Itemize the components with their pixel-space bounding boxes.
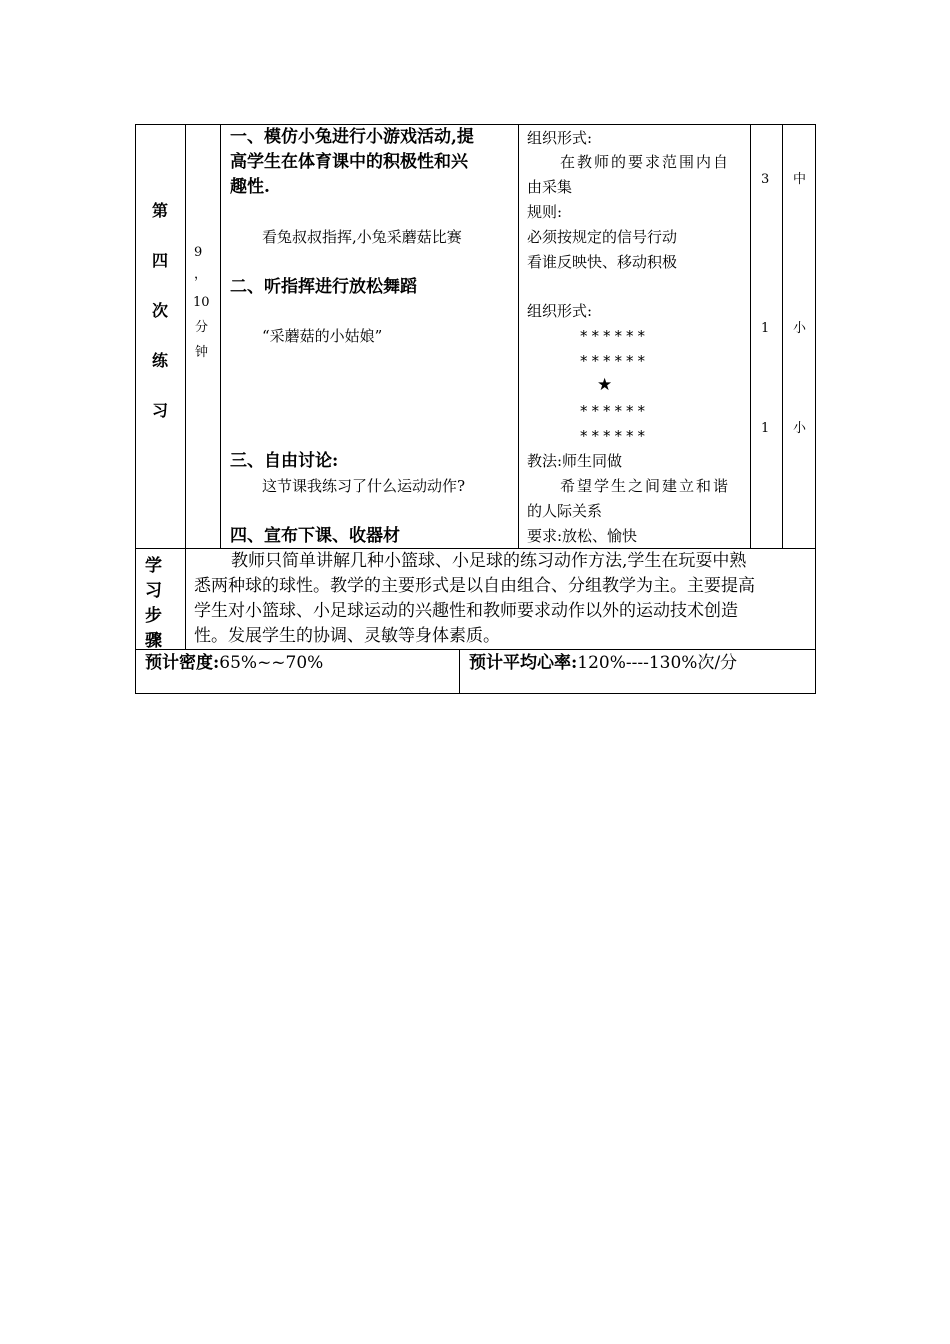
org-line: 由采集 (527, 178, 573, 196)
count-value: 1 (761, 321, 770, 336)
col-divider-1 (185, 124, 186, 548)
student-star-row: ****** (580, 327, 649, 345)
section-label-char: 四 (152, 251, 169, 270)
footer-divider (459, 649, 460, 694)
steps-line: 悉两种球的球性。教学的主要形式是以自由组合、分组教学为主。主要提高 (194, 576, 755, 596)
steps-label-char: 骤 (145, 631, 162, 651)
teacher-star-icon: ★ (597, 375, 613, 395)
item3-title: 三、自由讨论: (230, 451, 339, 471)
steps-divider (185, 548, 186, 649)
time-char: 钟 (195, 345, 209, 360)
steps-line: 性。发展学生的协调、灵敏等身体素质。 (194, 626, 500, 646)
steps-line: 学生对小篮球、小足球运动的兴趣性和教师要求动作以外的运动技术创造 (194, 601, 738, 621)
load-value: 中 (793, 172, 807, 187)
load-value: 小 (793, 421, 807, 436)
heart-rate-value: 120%----130%次/分 (577, 653, 738, 673)
rules-line: 看谁反映快、移动积极 (527, 253, 678, 271)
steps-line: 教师只简单讲解几种小篮球、小足球的练习动作方法,学生在玩耍中熟 (231, 551, 747, 571)
section-label-char: 练 (152, 351, 169, 370)
count-value: 3 (761, 172, 770, 187)
item4-title: 四、宣布下课、收器材 (230, 526, 400, 546)
heart-rate-cell (469, 653, 737, 673)
item1-title-line: 趣性. (230, 177, 270, 197)
requirement-text: 要求:放松、愉快 (527, 527, 638, 545)
section-label-char: 次 (152, 301, 169, 320)
student-star-row: ****** (580, 352, 649, 370)
section-label-char: 习 (152, 401, 169, 420)
density-cell (145, 653, 323, 673)
student-star-row: ****** (580, 402, 649, 420)
section-label-char: 第 (152, 201, 169, 220)
col-divider-5 (782, 124, 783, 548)
org-label: 组织形式: (527, 129, 593, 147)
item2-body: “采蘑菇的小姑娘” (262, 327, 383, 345)
col-divider-3 (518, 124, 519, 548)
time-char: 分 (195, 320, 209, 335)
load-value: 小 (793, 321, 807, 336)
item3-body: 这节课我练习了什么运动动作? (262, 477, 466, 495)
org-line: 在教师的要求范围内自 (560, 153, 731, 171)
rules-line: 必须按规定的信号行动 (527, 228, 678, 246)
col-divider-2 (220, 124, 221, 548)
item2-title: 二、听指挥进行放松舞蹈 (230, 277, 417, 297)
col-divider-4 (750, 124, 751, 548)
count-value: 1 (761, 421, 770, 436)
row-divider-1 (135, 548, 816, 549)
density-value: 65%~~70% (219, 653, 324, 673)
density-label: 预计密度: (145, 653, 220, 673)
item1-title-line: 高学生在体育课中的积极性和兴 (230, 152, 468, 172)
rules-label: 规则: (527, 203, 563, 221)
steps-label-char: 学 (145, 556, 162, 576)
time-char: 10 (193, 295, 210, 310)
org-label-2: 组织形式: (527, 302, 593, 320)
method-line: 的人际关系 (527, 502, 603, 520)
steps-label-char: 习 (145, 581, 162, 601)
row-divider-2 (135, 649, 816, 650)
student-star-row: ****** (580, 427, 649, 445)
method-text: 教法:师生同做 (527, 452, 623, 470)
item1-body: 看兔叔叔指挥,小兔采蘑菇比赛 (262, 228, 462, 246)
time-char: 9 (194, 245, 203, 260)
steps-label-char: 步 (145, 606, 162, 626)
method-line: 希望学生之间建立和谐 (560, 477, 731, 495)
item1-title-line: 一、模仿小兔进行小游戏活动,提 (230, 127, 474, 147)
heart-rate-label: 预计平均心率: (469, 653, 578, 673)
time-char: ， (194, 267, 208, 282)
